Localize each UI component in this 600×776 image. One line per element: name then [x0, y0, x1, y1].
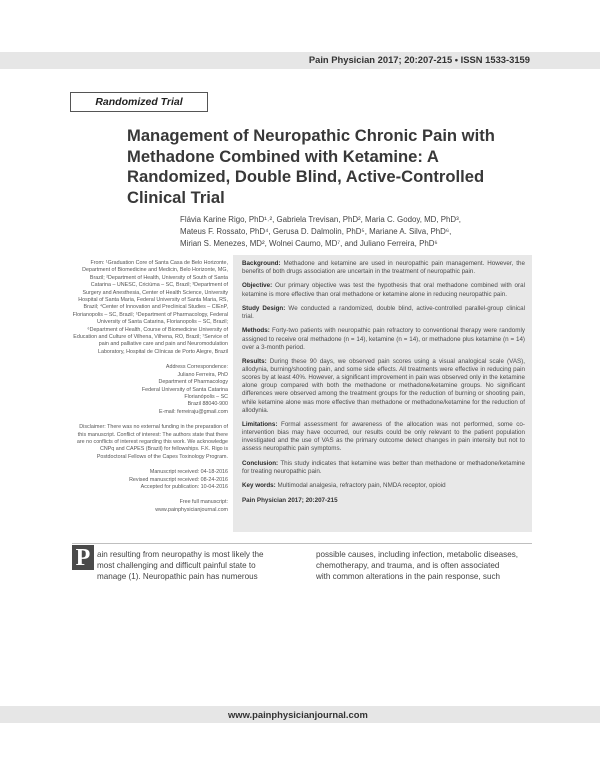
free-manuscript-link[interactable]: www.painphysicianjournal.com [155, 506, 228, 513]
abstract-text: Forty-two patients with neuropathic pain refractory to conventional therapy were randomly assigned to receive oral methadone (n = 14), ketamine (n = 14), or methadone plus ketamine (n = 14) over a 3-month period. [242, 327, 525, 351]
body-line: ain resulting from neuropathy is most likely the [97, 550, 264, 559]
abstract-label: Objective: [242, 282, 273, 290]
correspondence-line: Brazil 88040-900 [187, 401, 228, 408]
abstract-limitations [242, 421, 525, 453]
abstract-conclusion [242, 460, 525, 476]
date-revised: Revised manuscript received: 08-24-2016 [129, 476, 228, 483]
correspondence-line: Juliano Ferreira, PhD [177, 371, 228, 378]
affiliations: From: ¹Graduation Core of Santa Casa de Belo Horizonte, Department of Biomedicine and Medicin, Belo Horizonte, MG, Brazil; ²Department of Health, University of South of Santa Catarina – UNESC, Criciúma – SC, Brazil; ³Department of Surgery and Anesthesia, Center of Health Science, University Hospital of Santa Maria, Federal University of Santa Maria, RS, Brazil; ⁴Center of Innovation and Preclinical Studies – CIEnP, Florianopolis – SC, Brazil; ⁵Department of Pharmacology, Federal University of Santa Catarina, Florianopolis – SC, Brazil; ⁶Department of Health, Course of Biomedicine University of Education and Culture of Vilhena, Vilhena, RO, Brazil; ⁷Service of pain and palliative care and pain and Neuromodulation Laboratory, Hospital de Clínicas de Porto Alegre, Brazil [72, 260, 228, 355]
author-line: Mateus F. Rossato, PhD⁴, Gerusa D. Dalmolin, PhD⁵, Mariane A. Silva, PhD⁶, [180, 227, 452, 236]
article-info-sidebar [72, 260, 228, 514]
body-line: most challenging and difficult painful state to [97, 561, 256, 570]
abstract-text: We conducted a randomized, double blind, active-controlled parallel-group clinical trial. [242, 304, 525, 321]
abstract-label: Methods: [242, 327, 270, 335]
abstract-text: Methadone and ketamine are used in neuropathic pain management. However, the benefits of both drugs association are uncertain in the treatment of neuropathic pain. [242, 260, 525, 276]
abstract-text: Our primary objective was test the hypothesis that oral methadone combined with oral ketamine is more effective than oral methadone or ketamine alone in reducing neuropathic pain. [242, 282, 525, 298]
abstract-label: Conclusion: [242, 459, 279, 467]
section-divider [72, 543, 532, 544]
abstract-study-design [242, 305, 525, 321]
body-column-left [97, 549, 307, 582]
body-line: with common alterations in the pain response, such [316, 572, 501, 581]
abstract-label: Results: [242, 358, 267, 366]
abstract [242, 260, 525, 511]
date-received: Manuscript received: 04-18-2016 [149, 469, 228, 476]
section-label-box [70, 92, 208, 112]
correspondence-line: Federal University of Santa Catarina [141, 386, 228, 393]
body-column-right [316, 549, 533, 582]
abstract-text: Formal assessment for awareness of the allocation was not performed, some co-intervention bias may have occurred, our results could be only relevant to the patient population investigated and the use of VAS as the primary outcome detect changes in pain intensity but not to assess neuropathic pain symptoms. [242, 420, 525, 453]
body-line: chemotherapy, and trauma, and is often associated [316, 561, 500, 570]
abstract-results [242, 358, 525, 415]
section-label: Randomized Trial [95, 96, 183, 108]
disclaimer: Disclaimer: There was no external funding in the preparation of this manuscript. Conflict of interest: The authors state that there are no conflicts of interest regarding this work. We acknowledge CNPq and CAPES (Brazil) for fellowships. F.K. Rigo is Postdoctoral Fellows of the Capes Toxinology Program. [76, 424, 228, 460]
abstract-label: Key words: [242, 482, 276, 490]
author-line: Mirian S. Menezes, MD², Wolnei Caumo, MD⁷, and Juliano Ferreira, PhD⁶ [180, 239, 438, 248]
body-line: possible causes, including infection, metabolic diseases, [316, 550, 519, 559]
abstract-citation: Pain Physician 2017; 20:207-215 [242, 496, 338, 504]
abstract-methods [242, 327, 525, 351]
article-title: Management of Neuropathic Chronic Pain with Methadone Combined with Ketamine: A Randomized, Double Blind, Active-Controlled Clinical Trial [127, 126, 495, 207]
date-accepted: Accepted for publication: 10-04-2016 [140, 483, 228, 490]
abstract-background [242, 260, 525, 276]
abstract-keywords [242, 482, 525, 490]
correspondence-heading: Address Correspondence: [165, 364, 228, 371]
abstract-objective [242, 282, 525, 298]
footer-website-link[interactable]: www.painphysicianjournal.com [228, 709, 368, 720]
correspondence-line: Department of Pharmacology [158, 379, 228, 386]
journal-citation-header: Pain Physician 2017; 20:207-215 • ISSN 1533-3159 [308, 54, 530, 65]
correspondence-line: Florianópolis – SC [184, 393, 228, 400]
abstract-text: This study indicates that ketamine was better than methadone or methadone/ketamine for treating neuropathic pain. [242, 459, 526, 475]
correspondence-email: E-mail: ferreiraju@gmail.com [159, 408, 228, 415]
free-manuscript-label: Free full manuscript: [179, 499, 228, 506]
drop-cap: P [72, 545, 94, 570]
abstract-text: During these 90 days, we observed pain scores using a visual analogical scale (VAS), allodynia, burning/shooting pain, and some side effects. All treatments were effective in reducing pain scores by at least 40%. However, a significant improvement in pain was observed only in the ketamine alone group compared with both the methadone or methadone/ketamine groups. No significant differences were observed among the treatment groups for the reduction of burning or shooting pain, while ketamine alone was more effective than methadone or methadone/ketamine for the reduction of allodynia. [242, 358, 525, 414]
abstract-label: Limitations: [242, 420, 278, 428]
body-line: manage (1). Neuropathic pain has numerous [97, 572, 258, 581]
abstract-label: Study Design: [242, 304, 286, 312]
abstract-text: Multimodal analgesia, refractory pain, NMDA receptor, opioid [277, 482, 446, 490]
abstract-label: Background: [242, 260, 281, 267]
author-line: Flávia Karine Rigo, PhD¹˒², Gabriela Trevisan, PhD², Maria C. Godoy, MD, PhD³, [180, 215, 461, 224]
author-list [180, 214, 515, 250]
